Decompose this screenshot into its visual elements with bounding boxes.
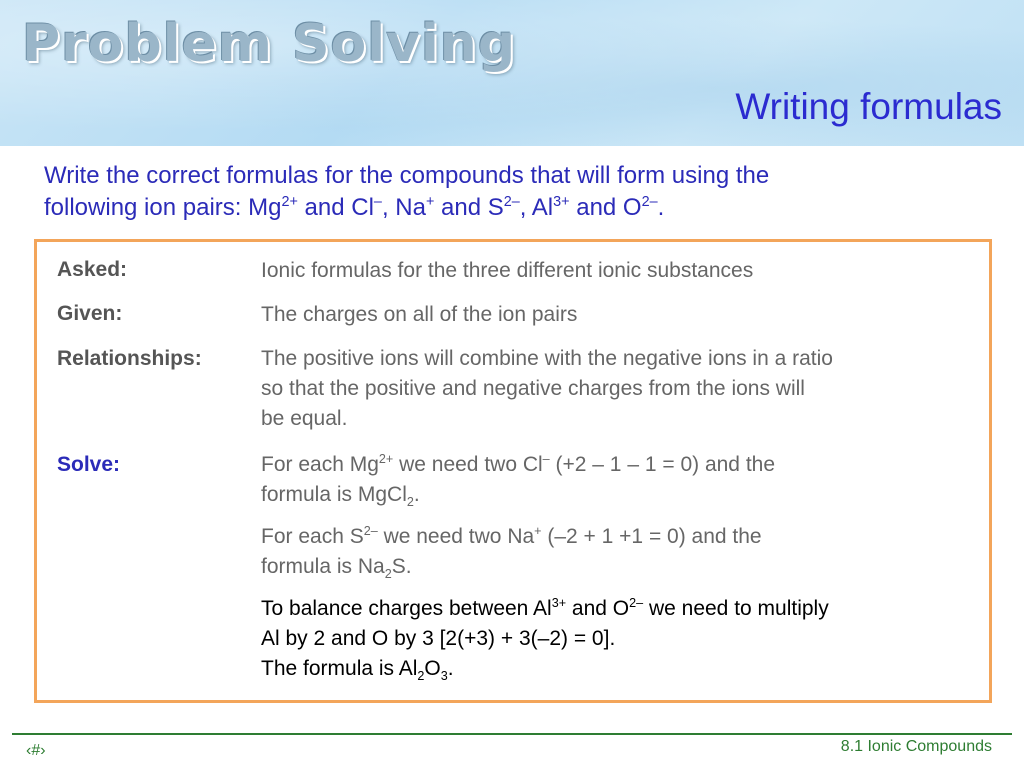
solve-label: Solve:	[57, 453, 121, 476]
prompt-line-1: Write the correct formulas for the compounds that will form using the	[44, 162, 770, 189]
slide-subtitle: Writing formulas	[735, 86, 1002, 127]
header-title: Problem Solving	[22, 14, 517, 74]
solve-step-mgcl2: For each $Mg^{2+}$ we need two Cl– (+2 – 1 – 1 = 0) and the formula is MgCl$_2$.	[261, 452, 776, 510]
solve-step-na2s: For each $S^{2-}$ we need two Na+ (–2 + 1 +1 = 0) and the formula is $Na_2S$.	[261, 524, 762, 582]
relationships-label: Relationships:	[57, 347, 202, 370]
relationships-text: The positive ions will combine with the negative ions in a ratio so that the positive and negative charges from the ions will be equal.	[261, 347, 833, 430]
course-section: 8.1 Ionic Compounds	[840, 738, 992, 755]
solution-box	[34, 239, 992, 703]
asked-label: Asked:	[57, 258, 128, 281]
footer-divider	[12, 733, 1012, 735]
given-text: The charges on all of the ion pairs	[261, 303, 578, 326]
asked-text: Ionic formulas for the three different ionic substances	[261, 259, 754, 282]
slide-number: ‹#›	[26, 742, 46, 759]
prompt-line-2: following ion pairs: $Mg^{2+}$ and Cl–, Na+ and $S^{2-}$, $Al^{3+}$ and $O^{2-}$.	[44, 194, 665, 221]
given-label: Given:	[57, 302, 123, 325]
problem-prompt	[44, 160, 974, 224]
solve-step-al2o3: To balance charges between $Al^{3+}$ and $O^{2-}$ we need to multiply Al by 2 and O by 3 [2(+3) + 3(–2) = 0]. The formula is $Al_2O_3$.	[261, 596, 829, 684]
slide-header	[0, 0, 1024, 146]
